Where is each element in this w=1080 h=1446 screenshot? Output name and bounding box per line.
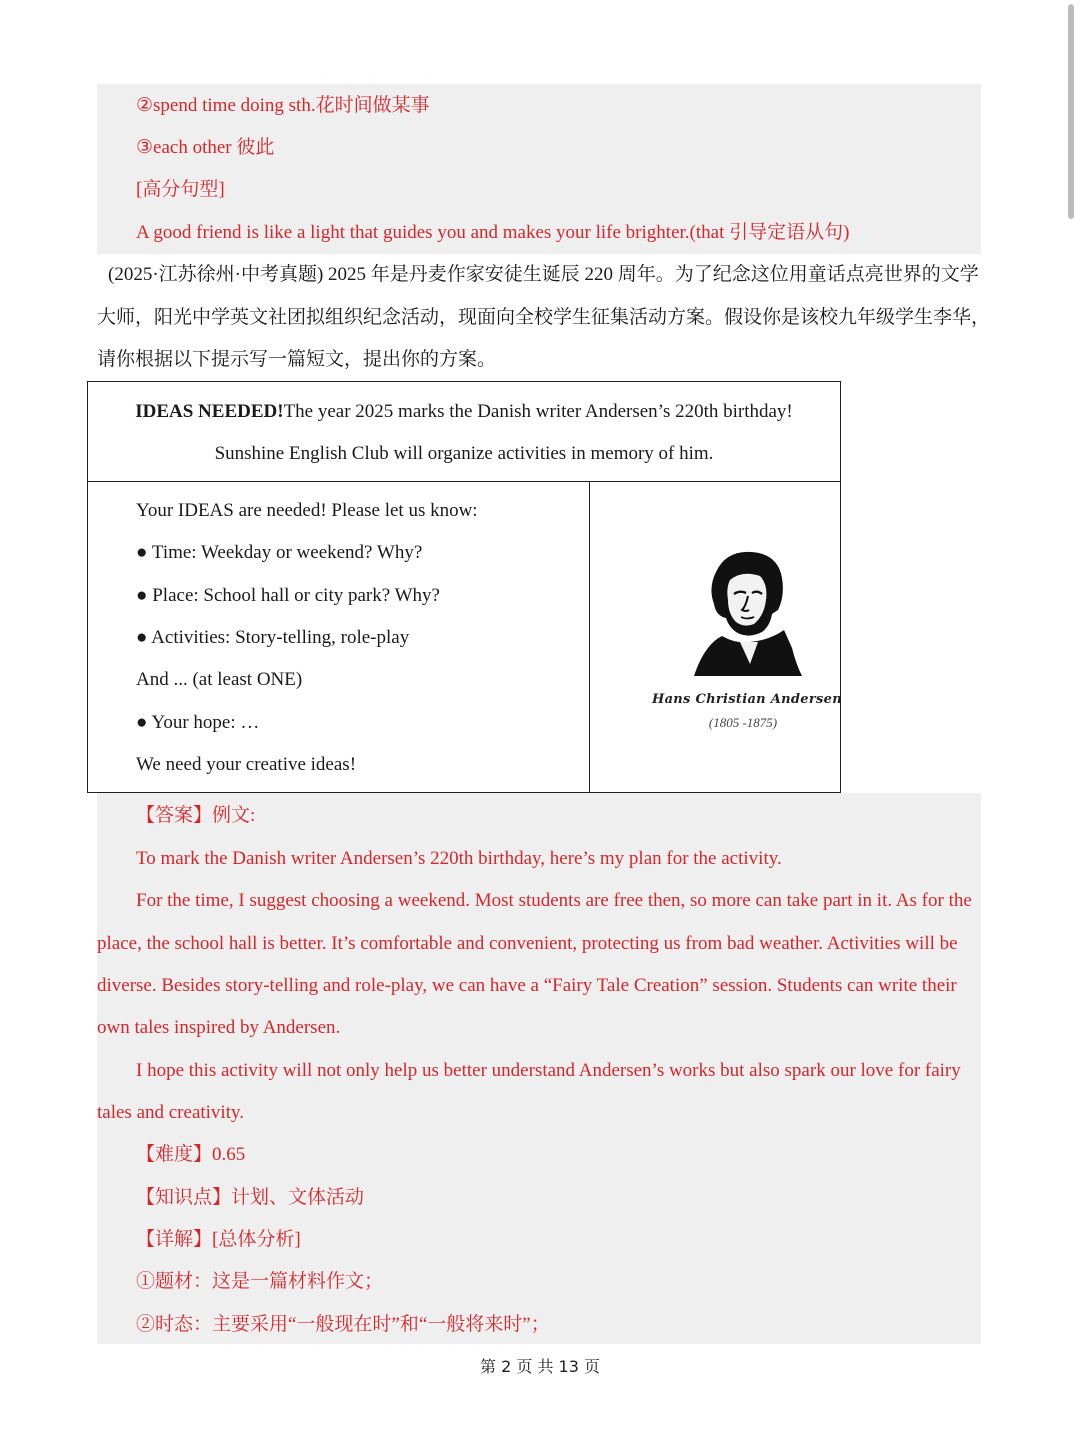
prompt-line-3: 请你根据以下提示写一篇短文，提出你的方案。 xyxy=(97,349,497,370)
notice-item: ● Activities: Story-telling, role-play xyxy=(136,627,410,648)
notice-box xyxy=(87,381,841,793)
answer-line: To mark the Danish writer Andersen’s 220th birthday, here’s my plan for the activity. xyxy=(136,848,782,869)
knowledge-line: 【知识点】计划、文体活动 xyxy=(136,1187,365,1208)
answer-label: 【答案】例文: xyxy=(136,805,256,826)
notice-item: ● Your hope: … xyxy=(136,712,260,733)
answer-line: place, the school hall is better. It’s comfortable and convenient, protecting us from bad weather. Activities will be xyxy=(97,933,958,954)
answer-line: For the time, I suggest choosing a weekend. Most students are free then, so more can take part in it. As for the xyxy=(136,890,972,911)
prompt-line-1: (2025·江苏徐州·中考真题) 2025 年是丹麦作家安徒生诞辰 220 周年。为了纪念这位用童话点亮世界的文学 xyxy=(108,264,979,285)
notice-header xyxy=(88,382,840,482)
detail-heading: 【详解】[总体分析] xyxy=(136,1229,301,1250)
notice-item: ● Time: Weekday or weekend? Why? xyxy=(136,542,423,563)
notice-header-line-2: Sunshine English Club will organize activities in memory of him. xyxy=(214,443,714,464)
notice-item: We need your creative ideas! xyxy=(136,754,357,775)
high-score-heading: [高分句型] xyxy=(136,179,225,200)
phrase-each-other: ③each other 彼此 xyxy=(136,137,275,158)
scrollbar-thumb[interactable] xyxy=(1068,4,1074,219)
notice-item: ● Place: School hall or city park? Why? xyxy=(136,585,440,606)
phrase-spend-time: ②spend time doing sth.花时间做某事 xyxy=(136,95,430,116)
notice-prompts xyxy=(88,482,590,792)
andersen-portrait xyxy=(686,544,806,680)
signature-text: Hans Christian Andersen xyxy=(652,692,842,707)
notice-item: Your IDEAS are needed! Please let us know: xyxy=(136,500,478,521)
answer-line: diverse. Besides story-telling and role-play, we can have a “Fairy Tale Creation” session. Students can write their xyxy=(97,975,957,996)
page-number: 第 2 页 共 13 页 xyxy=(480,1357,600,1376)
notice-header-text: The year 2025 marks the Danish writer Andersen’s 220th birthday! xyxy=(283,401,793,422)
difficulty-line: 【难度】0.65 xyxy=(136,1144,246,1165)
answer-line: tales and creativity. xyxy=(97,1102,245,1123)
notice-item: And ... (at least ONE) xyxy=(136,669,303,690)
notice-header-line-1 xyxy=(88,400,840,424)
lifespan-text: (1805 -1875) xyxy=(708,715,778,730)
answer-line: I hope this activity will not only help us better understand Andersen’s works but also spark our love for fairy xyxy=(136,1060,961,1081)
high-score-sentence: A good friend is like a light that guides you and makes your life brighter.(that 引导定语从句) xyxy=(136,222,850,243)
answer-line: own tales inspired by Andersen. xyxy=(97,1017,341,1038)
scrollbar[interactable] xyxy=(1066,0,1076,1446)
analysis-point-1: ①题材：这是一篇材料作文； xyxy=(136,1271,384,1292)
prompt-line-2: 大师，阳光中学英文社团拟组织纪念活动，现面向全校学生征集活动方案。假设你是该校九年级学生李华， xyxy=(97,307,991,328)
ideas-needed-heading: IDEAS NEEDED! xyxy=(135,401,284,422)
analysis-point-2: ②时态：主要采用“一般现在时”和“一般将来时”； xyxy=(136,1314,550,1335)
andersen-portrait-panel xyxy=(590,482,840,792)
